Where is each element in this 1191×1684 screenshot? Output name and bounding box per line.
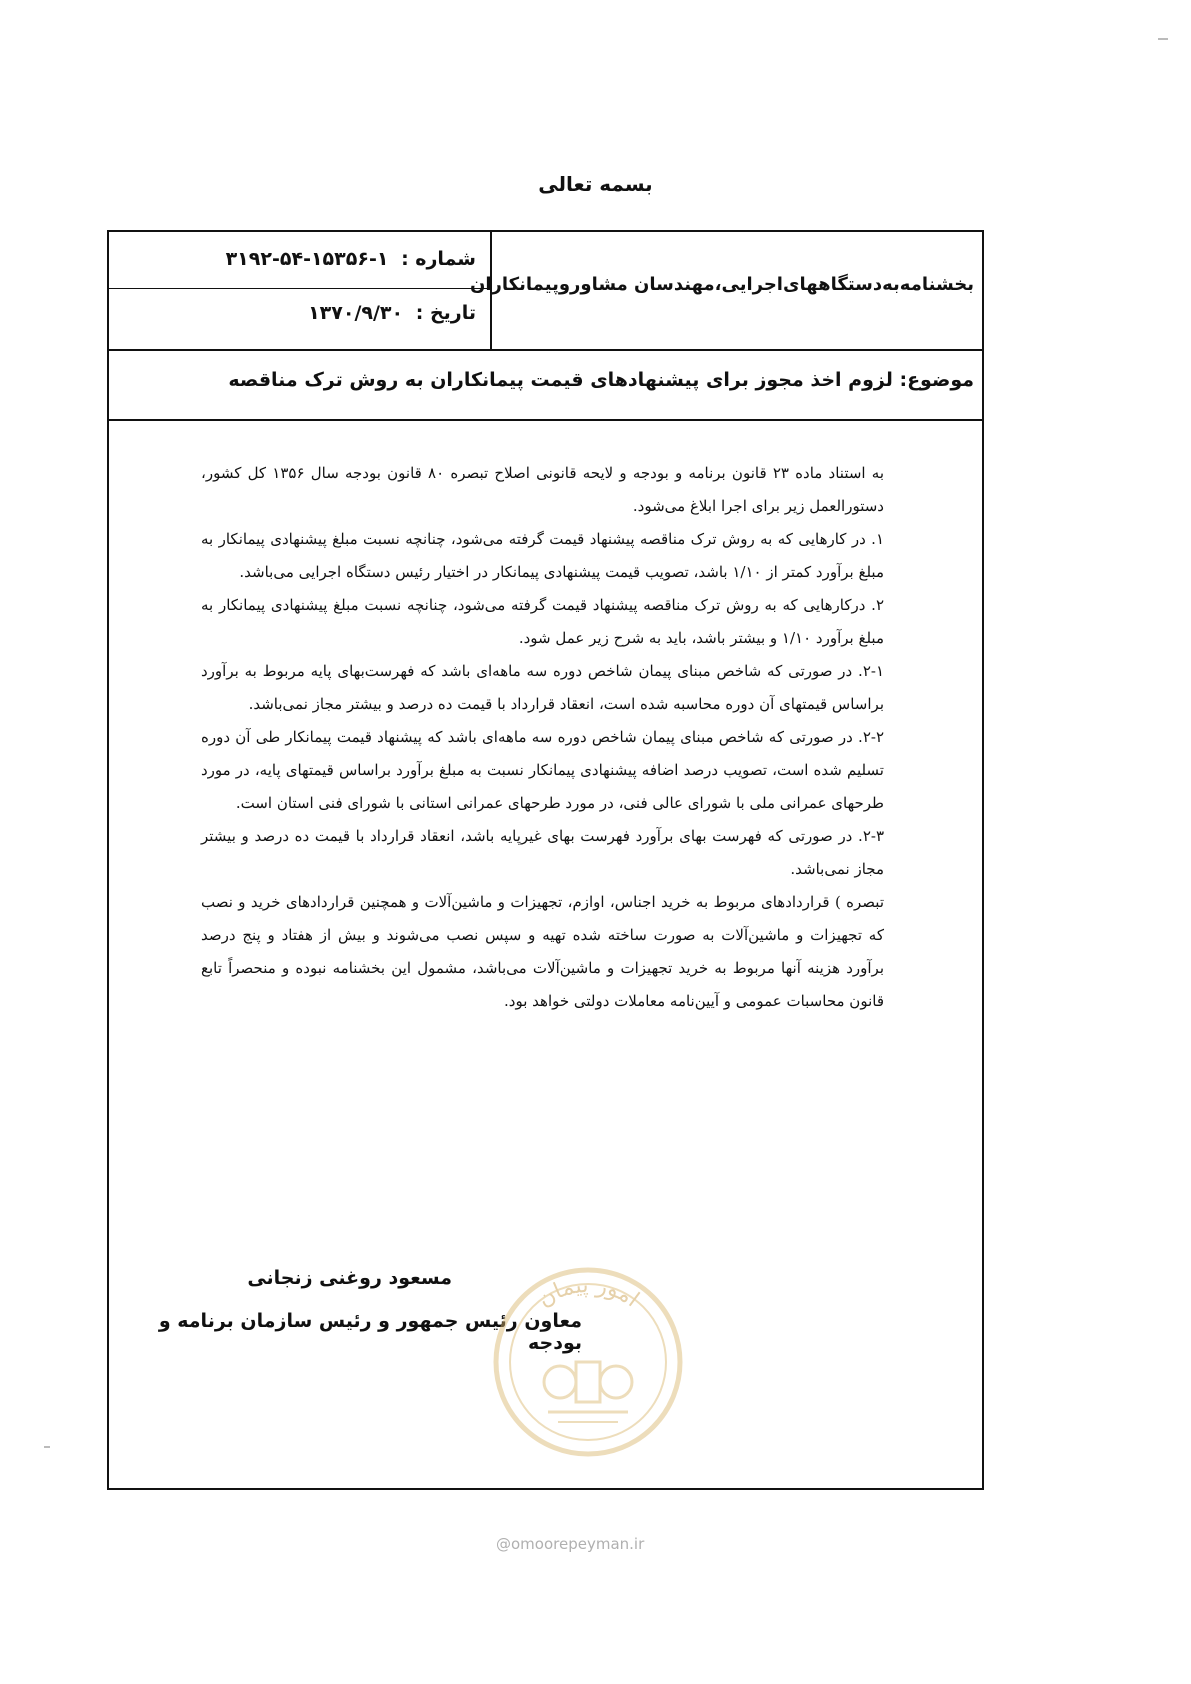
intro-paragraph: به استناد ماده ۲۳ قانون برنامه و بودجه و لایحه قانونی اصلاح تبصره ۸۰ قانون بودجه سال ۱۳۵۶ کل کشور، دستورالعمل زیر برای اجرا ابلاغ می‌شود. bbox=[201, 464, 885, 515]
clause-2: ۲. درکارهایی که به روش ترک مناقصه پیشنهاد قیمت گرفته می‌شود، چنانچه نسبت مبلغ پیشنهادی پیمانکار به مبلغ برآورد ۱/۱۰ و بیشتر باشد، باید به شرح زیر عمل شود. bbox=[201, 596, 884, 647]
number-value: ۱-۱۵۳۵۶-۵۴-۳۱۹۲ bbox=[225, 248, 389, 270]
number-label: شماره : bbox=[401, 248, 476, 270]
document-heading: بسمه تعالی bbox=[538, 172, 653, 196]
clause-2-3: ۲-۳. در صورتی که فهرست بهای برآورد فهرست بهای غیرپایه باشد، انعقاد قرارداد با قیمت ده درصد و بیشتر مجاز نمی‌باشد. bbox=[201, 827, 884, 878]
reference-divider bbox=[109, 288, 490, 289]
subject-row bbox=[109, 349, 982, 421]
letter-body bbox=[201, 457, 884, 1018]
page-edge-mark bbox=[44, 1446, 50, 1448]
date-value: ۱۳۷۰/۹/۳۰ bbox=[308, 302, 404, 324]
note-paragraph: تبصره ) قراردادهای مربوط به خرید اجناس، اوازم، تجهیزات و ماشین‌آلات و همچنین قراردادهای خرید و نصب که تجهیزات و ماشین‌آلات به صورت ساخته شده تهیه و سپس نصب می‌شوند و بیش از هفتاد و پنج درصد برآورد هزینه آنها مربوط به خرید تجهیزات و ماشین‌آلات می‌باشد، مشمول این بخشنامه نبوده و منحصراً تابع قانون محاسبات عمومی و آیین‌نامه معاملات دولتی خواهد بود. bbox=[201, 893, 884, 1010]
clause-2-2: ۲-۲. در صورتی که شاخص مبنای پیمان شاخص دوره سه ماهه‌ای باشد که پیشنهاد قیمت پیمانکار طی آن دوره تسلیم شده است، تصویب درصد اضافه پیشنهادی پیمانکار نسبت به مبلغ برآورد براساس قیمتهای پایه، در مورد طرحهای عمرانی ملی با شورای عالی فنی، در مورد طرحهای عمرانی استانی با شورای فنی استان است. bbox=[201, 728, 884, 812]
seal-stamp bbox=[488, 1262, 688, 1462]
recipient-line: بخشنامه‌به‌دستگاههای‌اجرایی،مهندسان مشاوروپیمانکاران bbox=[470, 274, 974, 295]
clause-1: ۱. در کارهایی که به روش ترک مناقصه پیشنهاد قیمت گرفته می‌شود، چنانچه نسبت مبلغ پیشنهادی پیمانکار به مبلغ برآورد کمتر از ۱/۱۰ باشد، تصویب قیمت پیشنهادی پیمانکار در اختیار رئیس دستگاه اجرایی می‌باشد. bbox=[201, 530, 884, 581]
reference-cell bbox=[109, 232, 492, 349]
page-corner-mark bbox=[1158, 38, 1168, 40]
reference-number bbox=[109, 248, 490, 270]
subject-line: موضوع: لزوم اخذ مجوز برای پیشنهادهای قیمت پیمانکاران به روش ترک مناقصه bbox=[228, 369, 974, 391]
clause-2-1: ۲-۱. در صورتی که شاخص مبنای پیمان شاخص دوره سه ماهه‌ای باشد که فهرست‌بهای پایه مربوط به برآورد براساس قیمتهای آن دوره محاسبه شده است، انعقاد قرارداد با قیمت ده درصد و بیشتر مجاز نمی‌باشد. bbox=[201, 662, 884, 713]
watermark-url: @omoorepeyman.ir bbox=[496, 1535, 645, 1553]
seal-text: امور پیمان bbox=[533, 1272, 644, 1313]
signer-title: معاون رئیس جمهور و رئیس سازمان برنامه و بودجه bbox=[158, 1310, 582, 1354]
date-label: تاریخ : bbox=[415, 302, 476, 324]
reference-date bbox=[109, 302, 490, 324]
signer-name: مسعود روغنی زنجانی bbox=[247, 1267, 452, 1289]
letter-header bbox=[109, 232, 982, 351]
